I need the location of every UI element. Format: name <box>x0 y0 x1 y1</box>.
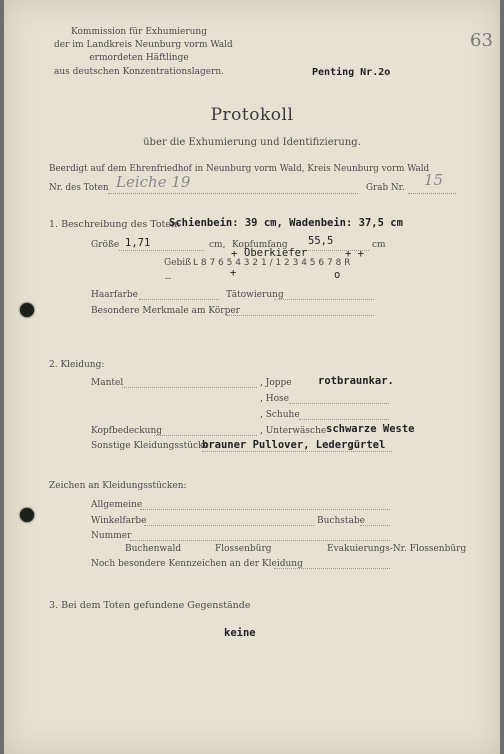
groesse-line <box>119 250 204 251</box>
haarfarbe-line <box>139 299 219 300</box>
joppe-label: , Joppe <box>260 378 292 388</box>
unterwaesche-label: , Unterwäsche <box>260 426 327 436</box>
unterwaesche-value: schwarze Weste <box>326 423 415 435</box>
flossenbuerg-label: Flossenbürg <box>215 544 272 554</box>
toten-label: Nr. des Toten <box>49 183 109 193</box>
schuhe-label: , Schuhe <box>260 410 300 420</box>
toten-line <box>108 193 358 194</box>
oberkiefer-label: Oberkiefer <box>244 247 308 259</box>
sonstige-line <box>202 451 392 452</box>
burial-text: Beerdigt auf dem Ehrenfriedhof in Neunburg vorm Wald, Kreis Neunburg vorm Wald <box>49 164 430 174</box>
gebiss-label: Gebiß <box>164 258 192 268</box>
grab-line <box>408 193 456 194</box>
lower-plus: + <box>230 267 237 279</box>
cm-label-2: cm <box>372 240 386 250</box>
mantel-label: Mantel <box>91 378 124 388</box>
lower-o: o <box>334 269 341 281</box>
allgemeine-label: Allgemeine <box>91 500 143 510</box>
merkmale-line <box>226 315 374 316</box>
section1-heading: 1. Beschreibung des Toten: <box>49 219 181 230</box>
hose-line <box>289 403 389 404</box>
grab-label: Grab Nr. <box>366 183 405 193</box>
document-subtitle: über die Exhumierung und Identifizierung. <box>143 137 361 148</box>
plus-right: + + <box>345 248 364 260</box>
joppe-value: rotbraunkar. <box>318 375 394 387</box>
kopfbedeckung-label: Kopfbedeckung <box>91 426 163 436</box>
lower-dash: -- <box>165 274 172 284</box>
cm-label-1: cm, <box>209 240 226 250</box>
org-line-1: Kommission für Exhumierung <box>71 27 207 37</box>
org-line-2: der im Landkreis Neunburg vorm Wald <box>54 40 233 50</box>
schienbein-value: Schienbein: 39 cm, Wadenbein: 37,5 cm <box>169 217 403 229</box>
reference-number: Penting Nr.2o <box>312 67 391 78</box>
taetowierung-line <box>274 299 374 300</box>
allgemeine-line <box>140 509 390 510</box>
besondere-label: Noch besondere Kennzeichen an der Kleidung <box>91 559 303 569</box>
plus-left: + <box>231 248 238 260</box>
winkelfarbe-label: Winkelfarbe <box>91 516 147 526</box>
sonstige-label: Sonstige Kleidungsstücke <box>91 441 209 451</box>
taetowierung-label: Tätowierung <box>226 290 284 300</box>
buchstabe-label: Buchstabe <box>317 516 365 526</box>
grab-value: 15 <box>424 171 444 189</box>
schuhe-line <box>299 419 389 420</box>
nummer-label: Nummer <box>91 531 132 541</box>
buchstabe-line <box>360 525 390 526</box>
document-page <box>4 0 500 754</box>
winkelfarbe-line <box>144 525 314 526</box>
zeichen-heading: Zeichen an Kleidungsstücken: <box>49 481 187 491</box>
groesse-value: 1,71 <box>125 237 151 249</box>
org-line-4: aus deutschen Konzentrationslagern. <box>54 67 225 77</box>
merkmale-label: Besondere Merkmale am Körper <box>91 306 240 316</box>
page-number: 63 <box>470 30 493 51</box>
mantel-line <box>122 387 257 388</box>
besondere-line <box>274 568 390 569</box>
section3-heading: 3. Bei dem Toten gefundene Gegenstände <box>49 600 251 611</box>
document-title: Protokoll <box>210 105 294 125</box>
hose-label: , Hose <box>260 394 289 404</box>
buchenwald-label: Buchenwald <box>125 544 182 554</box>
section3-value: keine <box>224 627 256 639</box>
kopfbedeckung-line <box>154 435 257 436</box>
org-line-3: ermordeten Häftlinge <box>89 53 189 63</box>
kopfumfang-label: Kopfumfang <box>232 240 288 250</box>
section2-heading: 2. Kleidung: <box>49 360 105 370</box>
sonstige-value: brauner Pullover, Ledergürtel <box>202 439 386 451</box>
gebiss-numbers: L 8 7 6 5 4 3 2 1 / 1 2 3 4 5 6 7 8 R <box>193 258 351 268</box>
evakuierung-label: Evakuierungs-Nr. Flossenbürg <box>327 544 467 554</box>
toten-value: Leiche 19 <box>116 173 191 191</box>
punch-hole-bottom <box>20 508 34 522</box>
groesse-label: Größe <box>91 240 120 250</box>
punch-hole-top <box>20 303 34 317</box>
kopfumfang-value: 55,5 <box>308 235 334 247</box>
nummer-line <box>130 540 390 541</box>
haarfarbe-label: Haarfarbe <box>91 290 138 300</box>
